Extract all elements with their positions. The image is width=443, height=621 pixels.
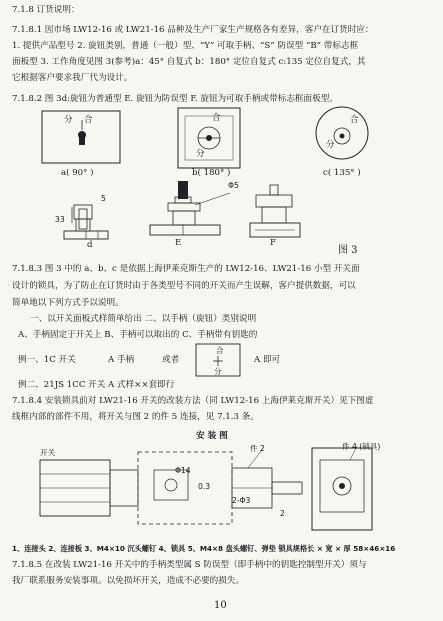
figure-3-bottom	[0, 175, 443, 275]
fig3b-he: 合	[212, 113, 221, 123]
dim5-label: 5	[101, 194, 106, 203]
install-drawing	[12, 440, 432, 540]
install-jian2: 件 2	[250, 444, 265, 453]
paragraph-line: 7.1.8.1 因市场 LW12-16 或 LW21-16 品种及生产厂家生产规格各有差异，客户在订货时应：	[12, 25, 374, 35]
example-fen: 分	[214, 367, 222, 376]
dial-a	[42, 111, 120, 163]
example-1-or: 或者	[162, 355, 180, 365]
install-kaiguan: 开关	[40, 448, 56, 457]
example-he: 合	[216, 346, 224, 355]
phi5-label: Φ5	[228, 181, 239, 190]
install-jian4: 件 4 (锁具)	[342, 442, 381, 451]
paragraph-line: 面板型 3. 工作角度见图 3(参考)a：45° 自复式 b：180° 定位自复式 c:135 定位自复式，其	[12, 57, 366, 67]
figure-3-label: 图 3	[338, 245, 358, 256]
paragraph-line: A、手柄固定于开关上 B、手柄可以取出的 C、手柄带有钥匙的	[18, 330, 258, 340]
paragraph-line: 1. 提供产品型号 2. 旋钮类别，普通（一般）型、“Y” 可取手柄、“S” 防误型 “B” 带标志框	[12, 41, 359, 51]
caption-c: c( 135° )	[323, 168, 361, 178]
caption-e: E	[175, 238, 182, 248]
paragraph-line: 简单地以下列方式予以说明。	[12, 298, 124, 308]
paragraph-line: 7.1.8.3 图 3 中的 a、b、c 是依据上海伊莱克斯生产的 LW12-16、LW21-16 小型 开关面	[12, 264, 360, 274]
knob-d	[64, 205, 108, 239]
dial-b	[178, 108, 240, 168]
install-d203: 2-Φ3	[232, 496, 251, 505]
dim33-label: 33	[55, 215, 65, 224]
paragraph-line: 我厂联系服务安装事项。以免损坏开关，造成不必要的损失。	[12, 576, 245, 586]
install-title: 安 装 图	[196, 431, 228, 441]
paragraph-line: 线框内部的部件不用，将开关与图 2 的件 5 连接，见 7.1.3 条。	[12, 412, 259, 422]
example-1-handle: A 手柄	[108, 355, 135, 365]
fig3a-he: 合	[84, 115, 93, 125]
knob-f	[250, 185, 300, 237]
paragraph-line: 一、以开关面板式样简单给出 二、以手柄（旋钮）类别说明	[30, 314, 257, 324]
page-number: 10	[214, 600, 227, 611]
caption-a: a( 90° )	[61, 168, 94, 178]
section-heading: 7.1.8 订货说明：	[12, 5, 80, 15]
fig3b-fen: 分	[196, 149, 205, 159]
example-1-label: 例一、1C 开关	[18, 355, 76, 365]
example-2: 例二、21JS 1CC 开关 A 式样××套即行	[18, 380, 175, 390]
fig3c-he: 合	[350, 115, 359, 125]
fig3a-fen: 分	[64, 115, 73, 125]
caption-d: d	[87, 240, 93, 250]
caption-f: F	[270, 238, 276, 248]
paragraph-line: 7.1.8.5 在改装 LW21-16 开关中的手柄类型属 S 防误型（即手柄中的钥匙控制型开关）须与	[12, 560, 367, 570]
paragraph-line: 7.1.8.2 图 3d:旋钮为普通型 E. 旋钮为防误型 F. 旋钮为可取手柄或带标志框面板型。	[12, 94, 338, 104]
install-phi14: Φ14	[175, 466, 191, 475]
paragraph-line: 它根据客户要求我厂代为设计。	[12, 73, 133, 83]
install-d2: 2	[280, 509, 285, 518]
example-1-end: A 即可	[254, 355, 281, 365]
paragraph-line: 设计的锁具，为了防止在订货时由于各类型号不同的开关而产生误解，客户提供数据，可以	[12, 281, 356, 291]
dial-c	[316, 107, 368, 159]
paragraph-line: 7.1.8.4 安装锁具前对 LW21-16 开关的改装方法（同 LW12-16 上海伊莱克斯开关）见下图虚	[12, 396, 374, 406]
caption-b: b( 180° )	[192, 168, 231, 178]
parts-list: 1、连接头 2、连接板 3、M4×10 沉头螺钉 4、锁具 5、M4×8 盘头螺钉、弹垫 锁具规格长 × 宽 × 厚 58×46×16	[12, 544, 396, 553]
fig3c-fen: 分	[326, 140, 335, 150]
knob-e	[150, 181, 230, 235]
install-d03: 0.3	[198, 482, 211, 491]
